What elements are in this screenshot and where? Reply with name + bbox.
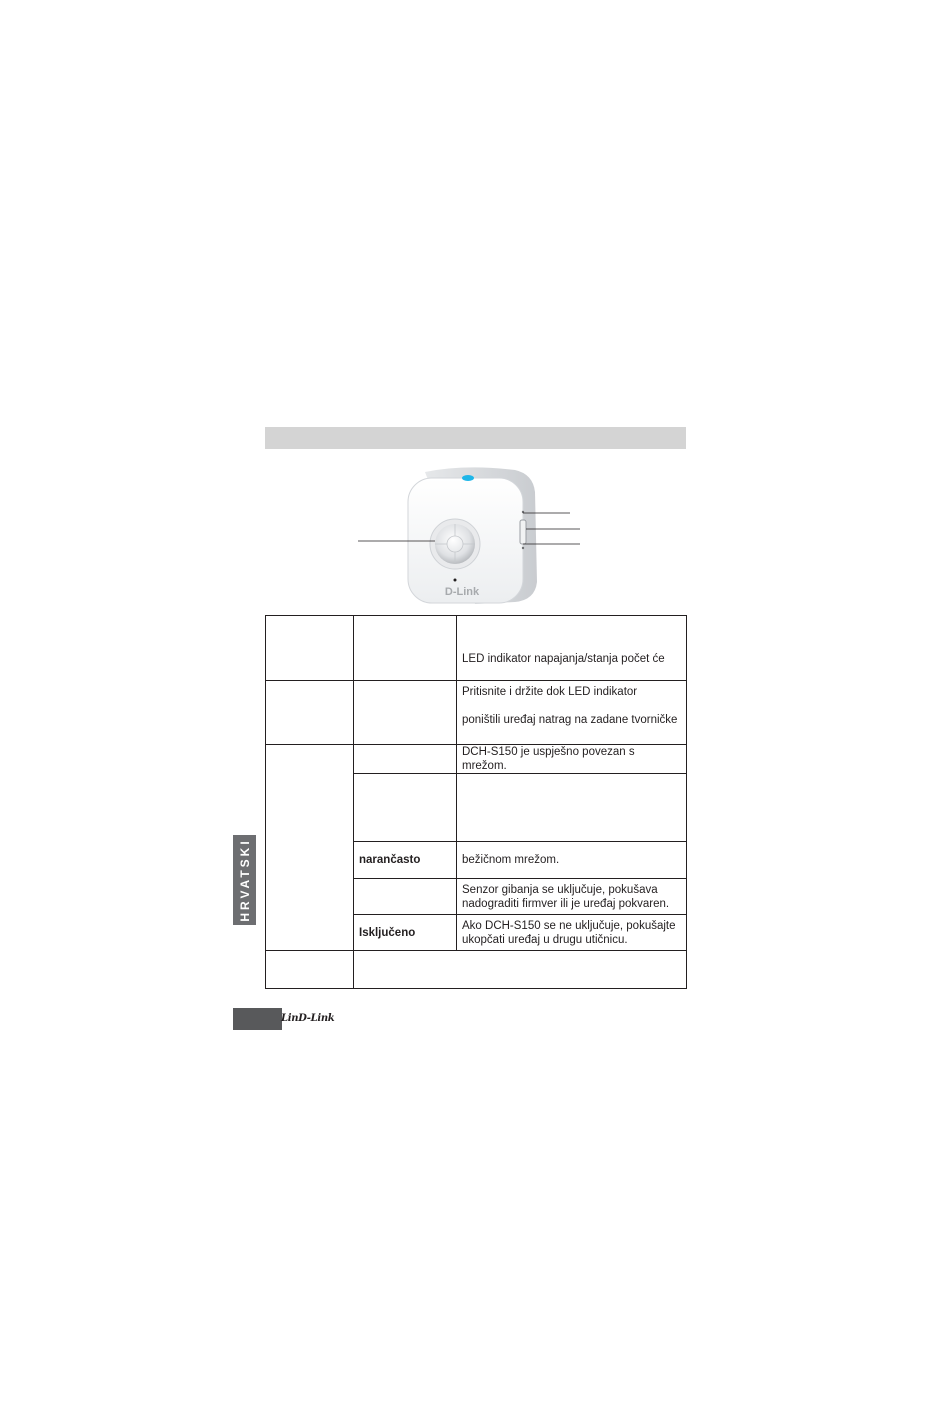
page-number-block: [233, 1008, 282, 1030]
indicator-hole-icon: [522, 547, 524, 549]
table-cell: DCH-S150 je uspješno povezan s mrežom.: [457, 745, 687, 774]
footer-logo: LinD-Link: [281, 1013, 335, 1024]
reset-instruction-line2: poništili uređaj natrag na zadane tvorničke: [462, 714, 678, 726]
reset-instruction-line1: Pritisnite i držite dok LED indikator: [462, 686, 638, 698]
language-side-tab: [233, 835, 256, 925]
table-row: [266, 951, 687, 989]
table-cell: [354, 745, 457, 774]
table-cell: [266, 681, 354, 745]
status-led-icon: [462, 475, 474, 481]
table-cell: Ako DCH-S150 se ne uključuje, pokušajte ukopčati uređaj u drugu utičnicu.: [457, 915, 687, 951]
table-cell: [266, 745, 354, 951]
table-cell: [266, 951, 354, 989]
product-figure: [355, 462, 585, 610]
table-cell: Senzor gibanja se uključuje, pokušava nadograditi firmver ili je uređaj pokvaren.: [457, 879, 687, 915]
table-cell: [266, 616, 354, 681]
table-cell: Isključeno: [354, 915, 457, 951]
table-cell: [354, 616, 457, 681]
section-header-bar: [265, 427, 686, 449]
table-cell: [354, 774, 457, 842]
table-cell: [457, 774, 687, 842]
device-logo: D-Link: [444, 586, 480, 598]
table-cell: [354, 879, 457, 915]
table-cell: LED indikator napajanja/stanja počet će: [457, 616, 687, 681]
table-cell: bežičnom mrežom.: [457, 842, 687, 879]
wps-button-icon: [520, 520, 526, 544]
language-label: HRVATSKI: [237, 838, 252, 922]
table-row: [266, 745, 687, 774]
motion-sensor-illustration: [355, 462, 585, 610]
light-sensor-icon: [454, 579, 457, 582]
table-row: [266, 681, 687, 745]
table-row: [266, 616, 687, 681]
led-status-table: [265, 615, 686, 983]
table-cell: [354, 681, 457, 745]
table-cell: narančasto: [354, 842, 457, 879]
table-cell: [457, 681, 687, 745]
table-cell: [354, 951, 687, 989]
